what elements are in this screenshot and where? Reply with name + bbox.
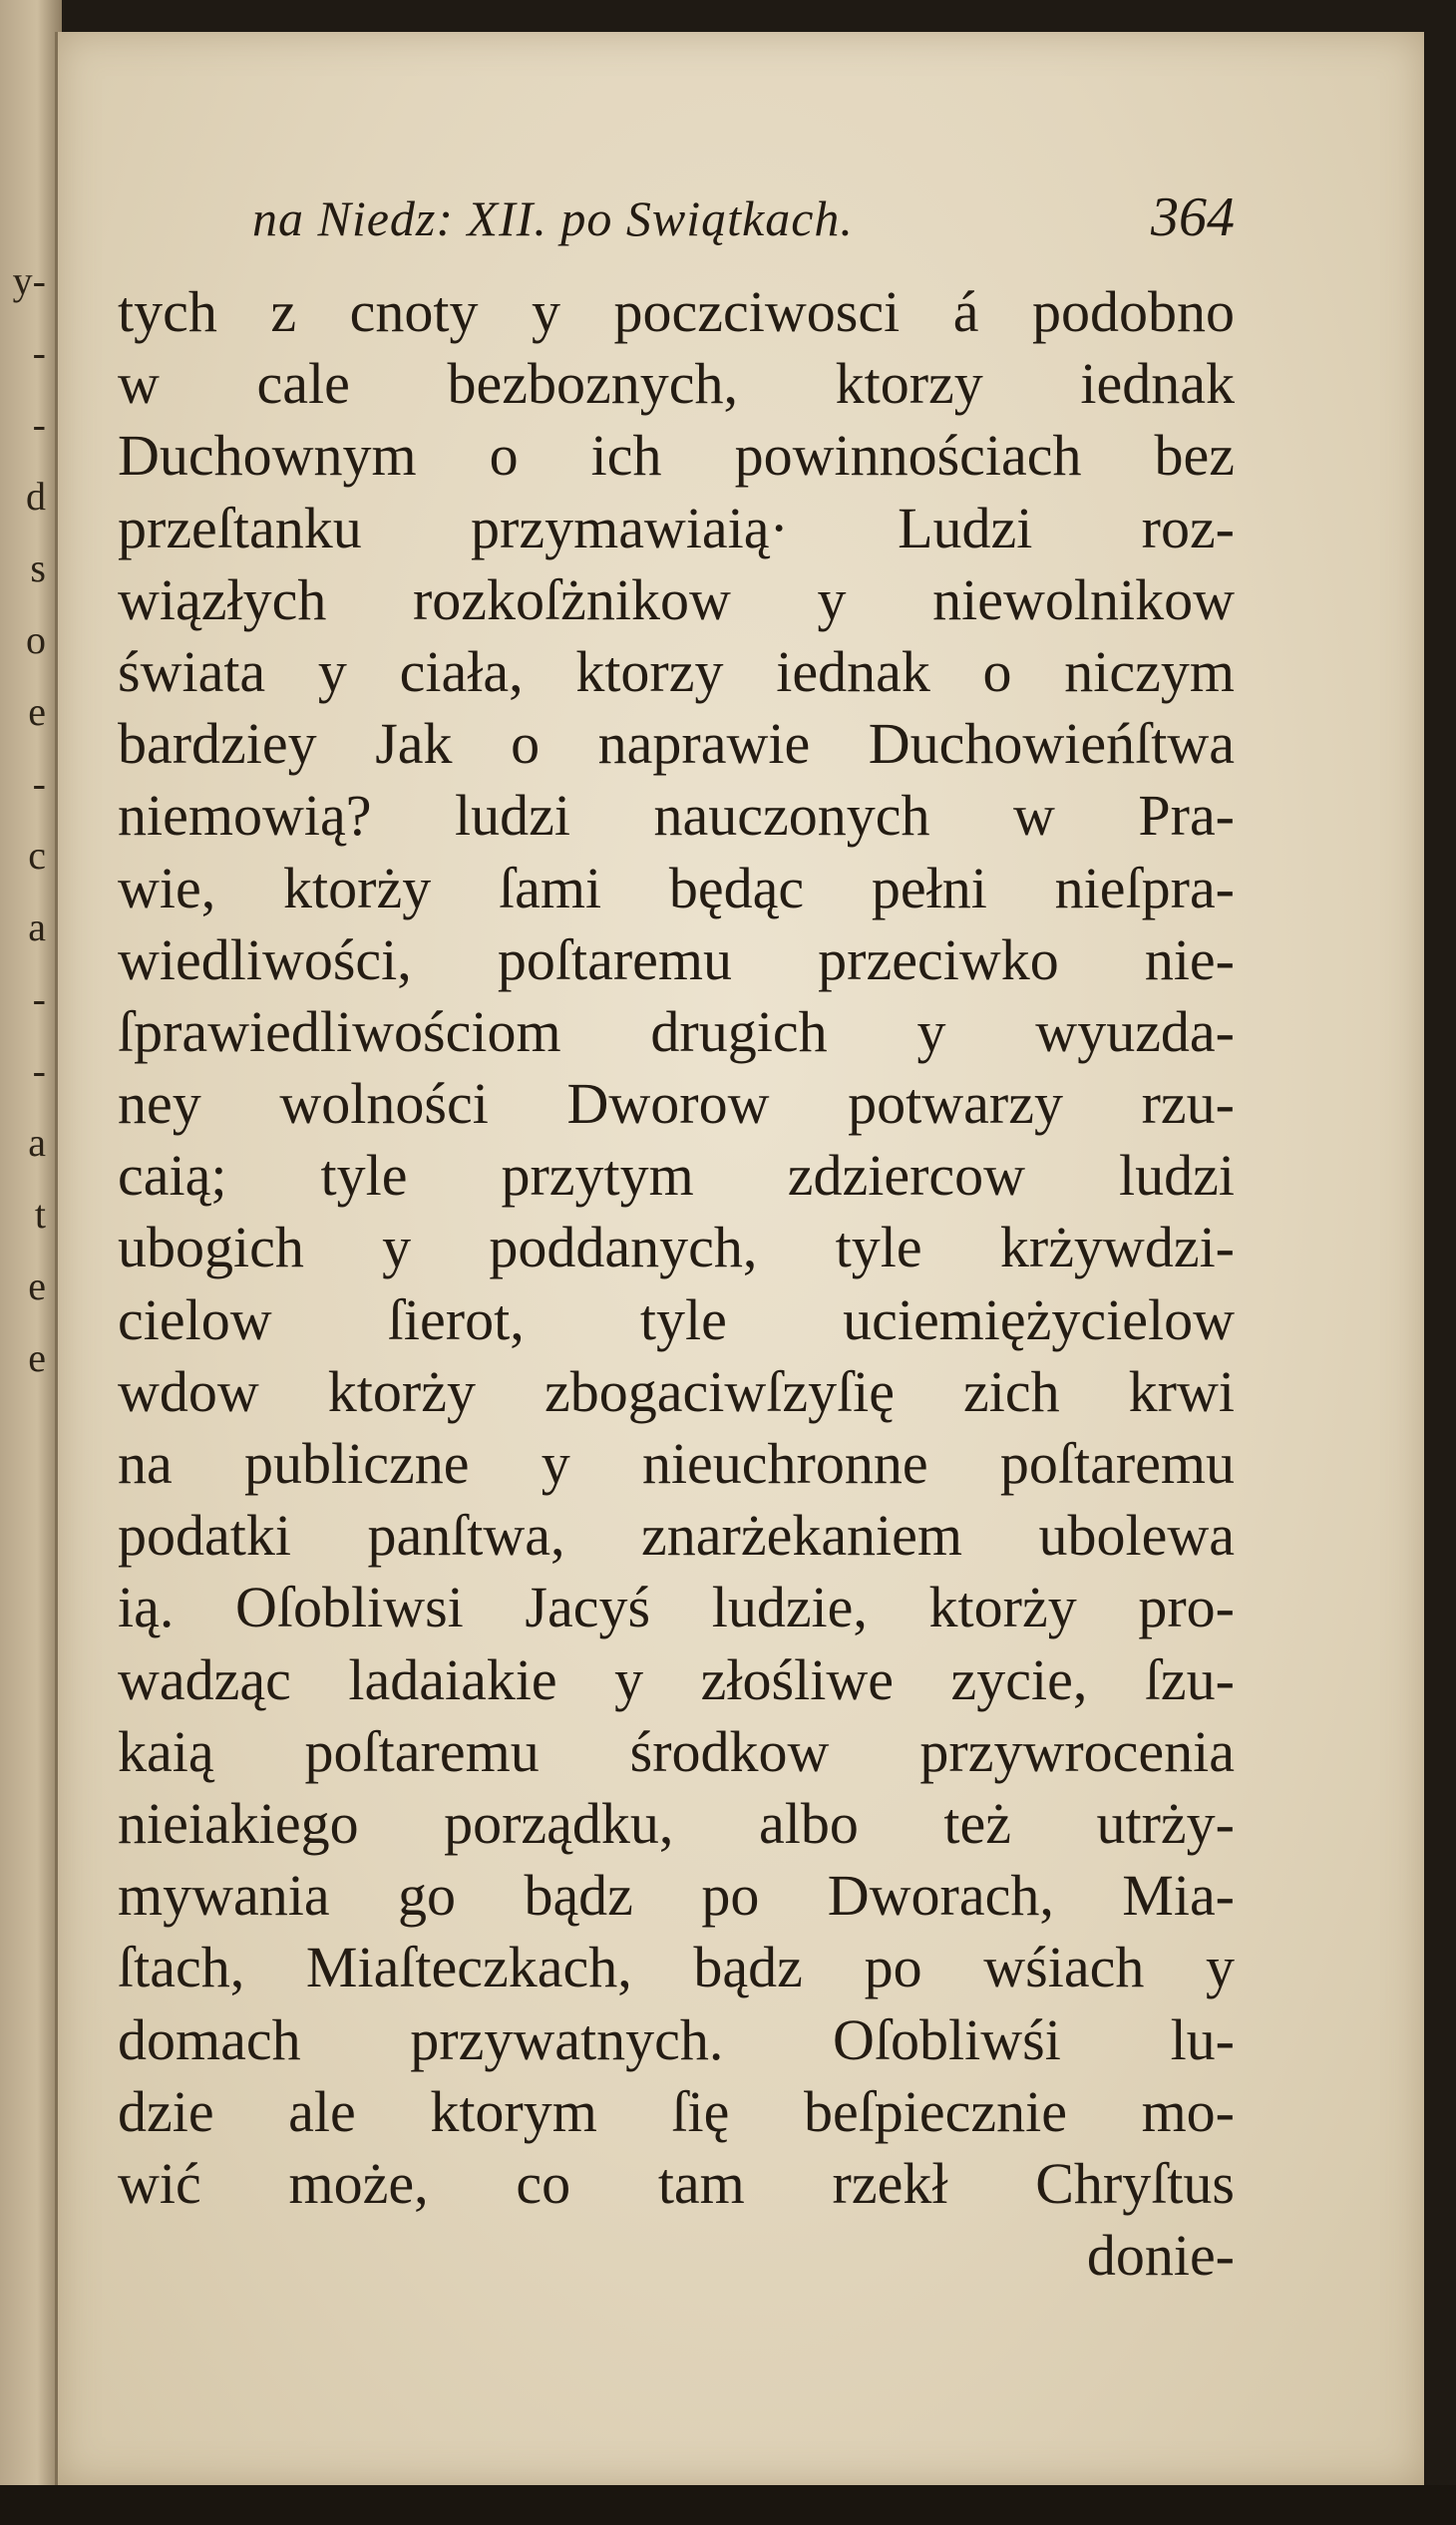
text-line: mywania go bądz po Dworach, Mia- — [118, 1863, 1235, 1929]
margin-fragment: t — [34, 1192, 46, 1237]
catchword: donie- — [1086, 2223, 1235, 2289]
text-line: wadząc ladaiakie y złośliwe zycie, ſzu- — [118, 1646, 1235, 1712]
text-line: ſprawiedliwościom drugich y wyuzda- — [118, 998, 1235, 1064]
text-line: caią; tyle przytym zdziercow ludzi — [118, 1143, 1235, 1209]
body-text — [118, 276, 1235, 2292]
text-line: ią. Oſobliwsi Jacyś ludzie, ktorży pro- — [118, 1575, 1235, 1640]
margin-fragment: - — [32, 1048, 46, 1093]
margin-fragment: a — [28, 1120, 46, 1165]
margin-fragment: - — [32, 761, 46, 806]
text-line: domach przywatnych. Oſobliwśi lu- — [118, 2006, 1235, 2072]
text-line: wdow ktorży zbogaciwſzyſię zich krwi — [118, 1358, 1235, 1424]
text-line: ſtach, Miaſteczkach, bądz po wśiach y — [118, 1935, 1235, 2000]
margin-fragment: e — [28, 1263, 46, 1308]
text-line: wiązłych rozkoſżnikow y niewolnikow — [118, 566, 1235, 632]
text-line: wiedliwości, poſtaremu przeciwko nie- — [118, 926, 1235, 992]
margin-fragment: e — [28, 689, 46, 734]
scan-bottom-border — [0, 2485, 1456, 2525]
text-line: bardziey Jak o naprawie Duchowieńſtwa — [118, 711, 1235, 777]
text-line: przeſtanku przymawiaią· Ludzi roz- — [118, 495, 1235, 560]
margin-fragment: a — [28, 904, 46, 949]
page-number: 364 — [1151, 186, 1235, 248]
text-line: podatki panſtwa, znarżekaniem ubolewa — [118, 1503, 1235, 1569]
text-line: na publiczne y nieuchronne poſtaremu — [118, 1431, 1235, 1496]
running-head-title: na Niedz: XII. po Swiątkach. — [252, 190, 854, 246]
text-line: nieiakiego porządku, albo też utrży- — [118, 1790, 1235, 1856]
text-line: kaią poſtaremu środkow przywrocenia — [118, 1718, 1235, 1784]
margin-fragment: d — [26, 474, 46, 519]
margin-fragment: c — [28, 833, 46, 878]
margin-fragment: y- — [12, 258, 46, 303]
margin-fragment: - — [32, 402, 46, 447]
text-line: ney wolności Dworow potwarzy rzu- — [118, 1071, 1235, 1137]
text-line: cielow ſierot, tyle uciemiężycielow — [118, 1286, 1235, 1352]
book-page — [55, 32, 1424, 2485]
text-line: świata y ciała, ktorzy iednak o niczym — [118, 638, 1235, 704]
text-line: ubogich y poddanych, tyle krżywdzi- — [118, 1215, 1235, 1280]
text-line: Duchownym o ich powinnościach bez — [118, 423, 1235, 489]
text-line: w cale bezboznych, ktorzy iednak — [118, 351, 1235, 417]
margin-fragment: - — [32, 330, 46, 375]
text-line: dzie ale ktorym ſię beſpiecznie mo- — [118, 2078, 1235, 2144]
text-line: wie, ktorży ſami będąc pełni nieſpra- — [118, 855, 1235, 920]
margin-fragment: e — [28, 1335, 46, 1380]
margin-fragment: - — [32, 976, 46, 1021]
margin-fragment: s — [30, 545, 46, 590]
text-line: wić może, co tam rzekł Chryſtus — [118, 2150, 1235, 2216]
text-line: niemowią? ludzi nauczonych w Pra- — [118, 783, 1235, 849]
margin-fragment: o — [26, 617, 46, 662]
running-head — [197, 172, 1235, 261]
facing-page-edge — [0, 0, 62, 2525]
text-line: tych z cnoty y poczciwosci á podobno — [118, 279, 1235, 344]
